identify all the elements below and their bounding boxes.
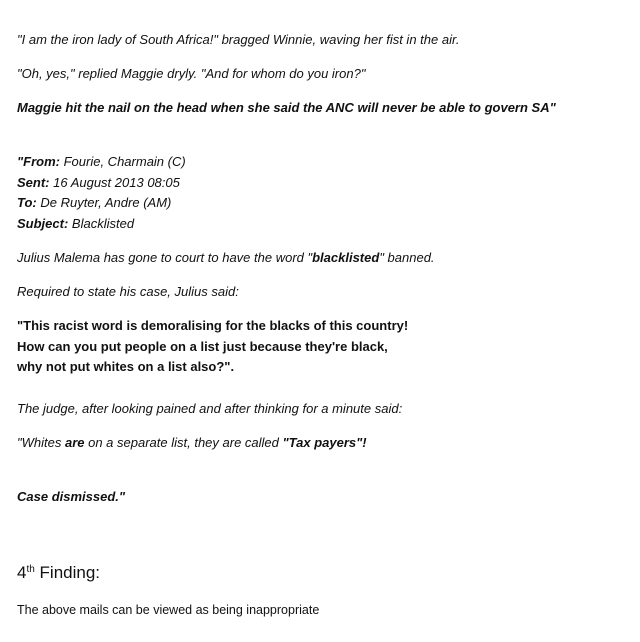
email-to xyxy=(17,195,171,211)
case-dismissed: Case dismissed." xyxy=(17,489,126,504)
email-subject-value: Blacklisted xyxy=(68,216,135,231)
email-sent xyxy=(17,175,180,191)
joke-intro-end: " banned. xyxy=(379,250,435,265)
quote-line-1: "This racist word is demoralising for the blacks of this country! xyxy=(17,318,409,333)
email-from xyxy=(17,154,186,170)
joke-intro-text: Julius Malema has gone to court to have the word " xyxy=(17,250,313,265)
joke-punchline: Maggie hit the nail on the head when she said the ANC will never be able to govern SA" xyxy=(17,100,556,115)
email-from-value: Fourie, Charmain (C) xyxy=(60,154,186,169)
joke-line-maggie: "Oh, yes," replied Maggie dryly. "And for whom do you iron?" xyxy=(17,66,366,81)
email-to-label: To: xyxy=(17,195,37,210)
finding-ordinal: th xyxy=(26,564,35,575)
finding-conclusion: The above mails can be viewed as being inappropriate xyxy=(17,603,320,617)
joke-judge: The judge, after looking pained and after thinking for a minute said: xyxy=(17,401,403,416)
joke-intro xyxy=(17,250,435,266)
email-sent-label: Sent: xyxy=(17,175,50,190)
quote-line-3: why not put whites on a list also?". xyxy=(17,359,235,374)
email-subject xyxy=(17,216,134,232)
quote-line-2: How can you put people on a list just because they're black, xyxy=(17,339,388,354)
joke-required: Required to state his case, Julius said: xyxy=(17,284,239,299)
email-from-label: "From: xyxy=(17,154,60,169)
email-sent-value: 16 August 2013 08:05 xyxy=(49,175,180,190)
email-to-value: De Ruyter, Andre (AM) xyxy=(36,195,172,210)
whites-text-a: "Whites xyxy=(17,435,65,450)
finding-heading xyxy=(17,563,100,583)
whites-text-tax: "Tax payers"! xyxy=(282,435,367,450)
finding-label: Finding: xyxy=(34,563,101,582)
whites-text-c: on a separate list, they are called xyxy=(84,435,283,450)
whites-text-are: are xyxy=(64,435,85,450)
email-subject-label: Subject: xyxy=(17,216,69,231)
finding-number: 4 xyxy=(17,563,27,582)
joke-whites xyxy=(17,435,367,451)
joke-line-winnie: "I am the iron lady of South Africa!" bragged Winnie, waving her fist in the air. xyxy=(17,32,460,47)
joke-intro-word: blacklisted xyxy=(312,250,380,265)
